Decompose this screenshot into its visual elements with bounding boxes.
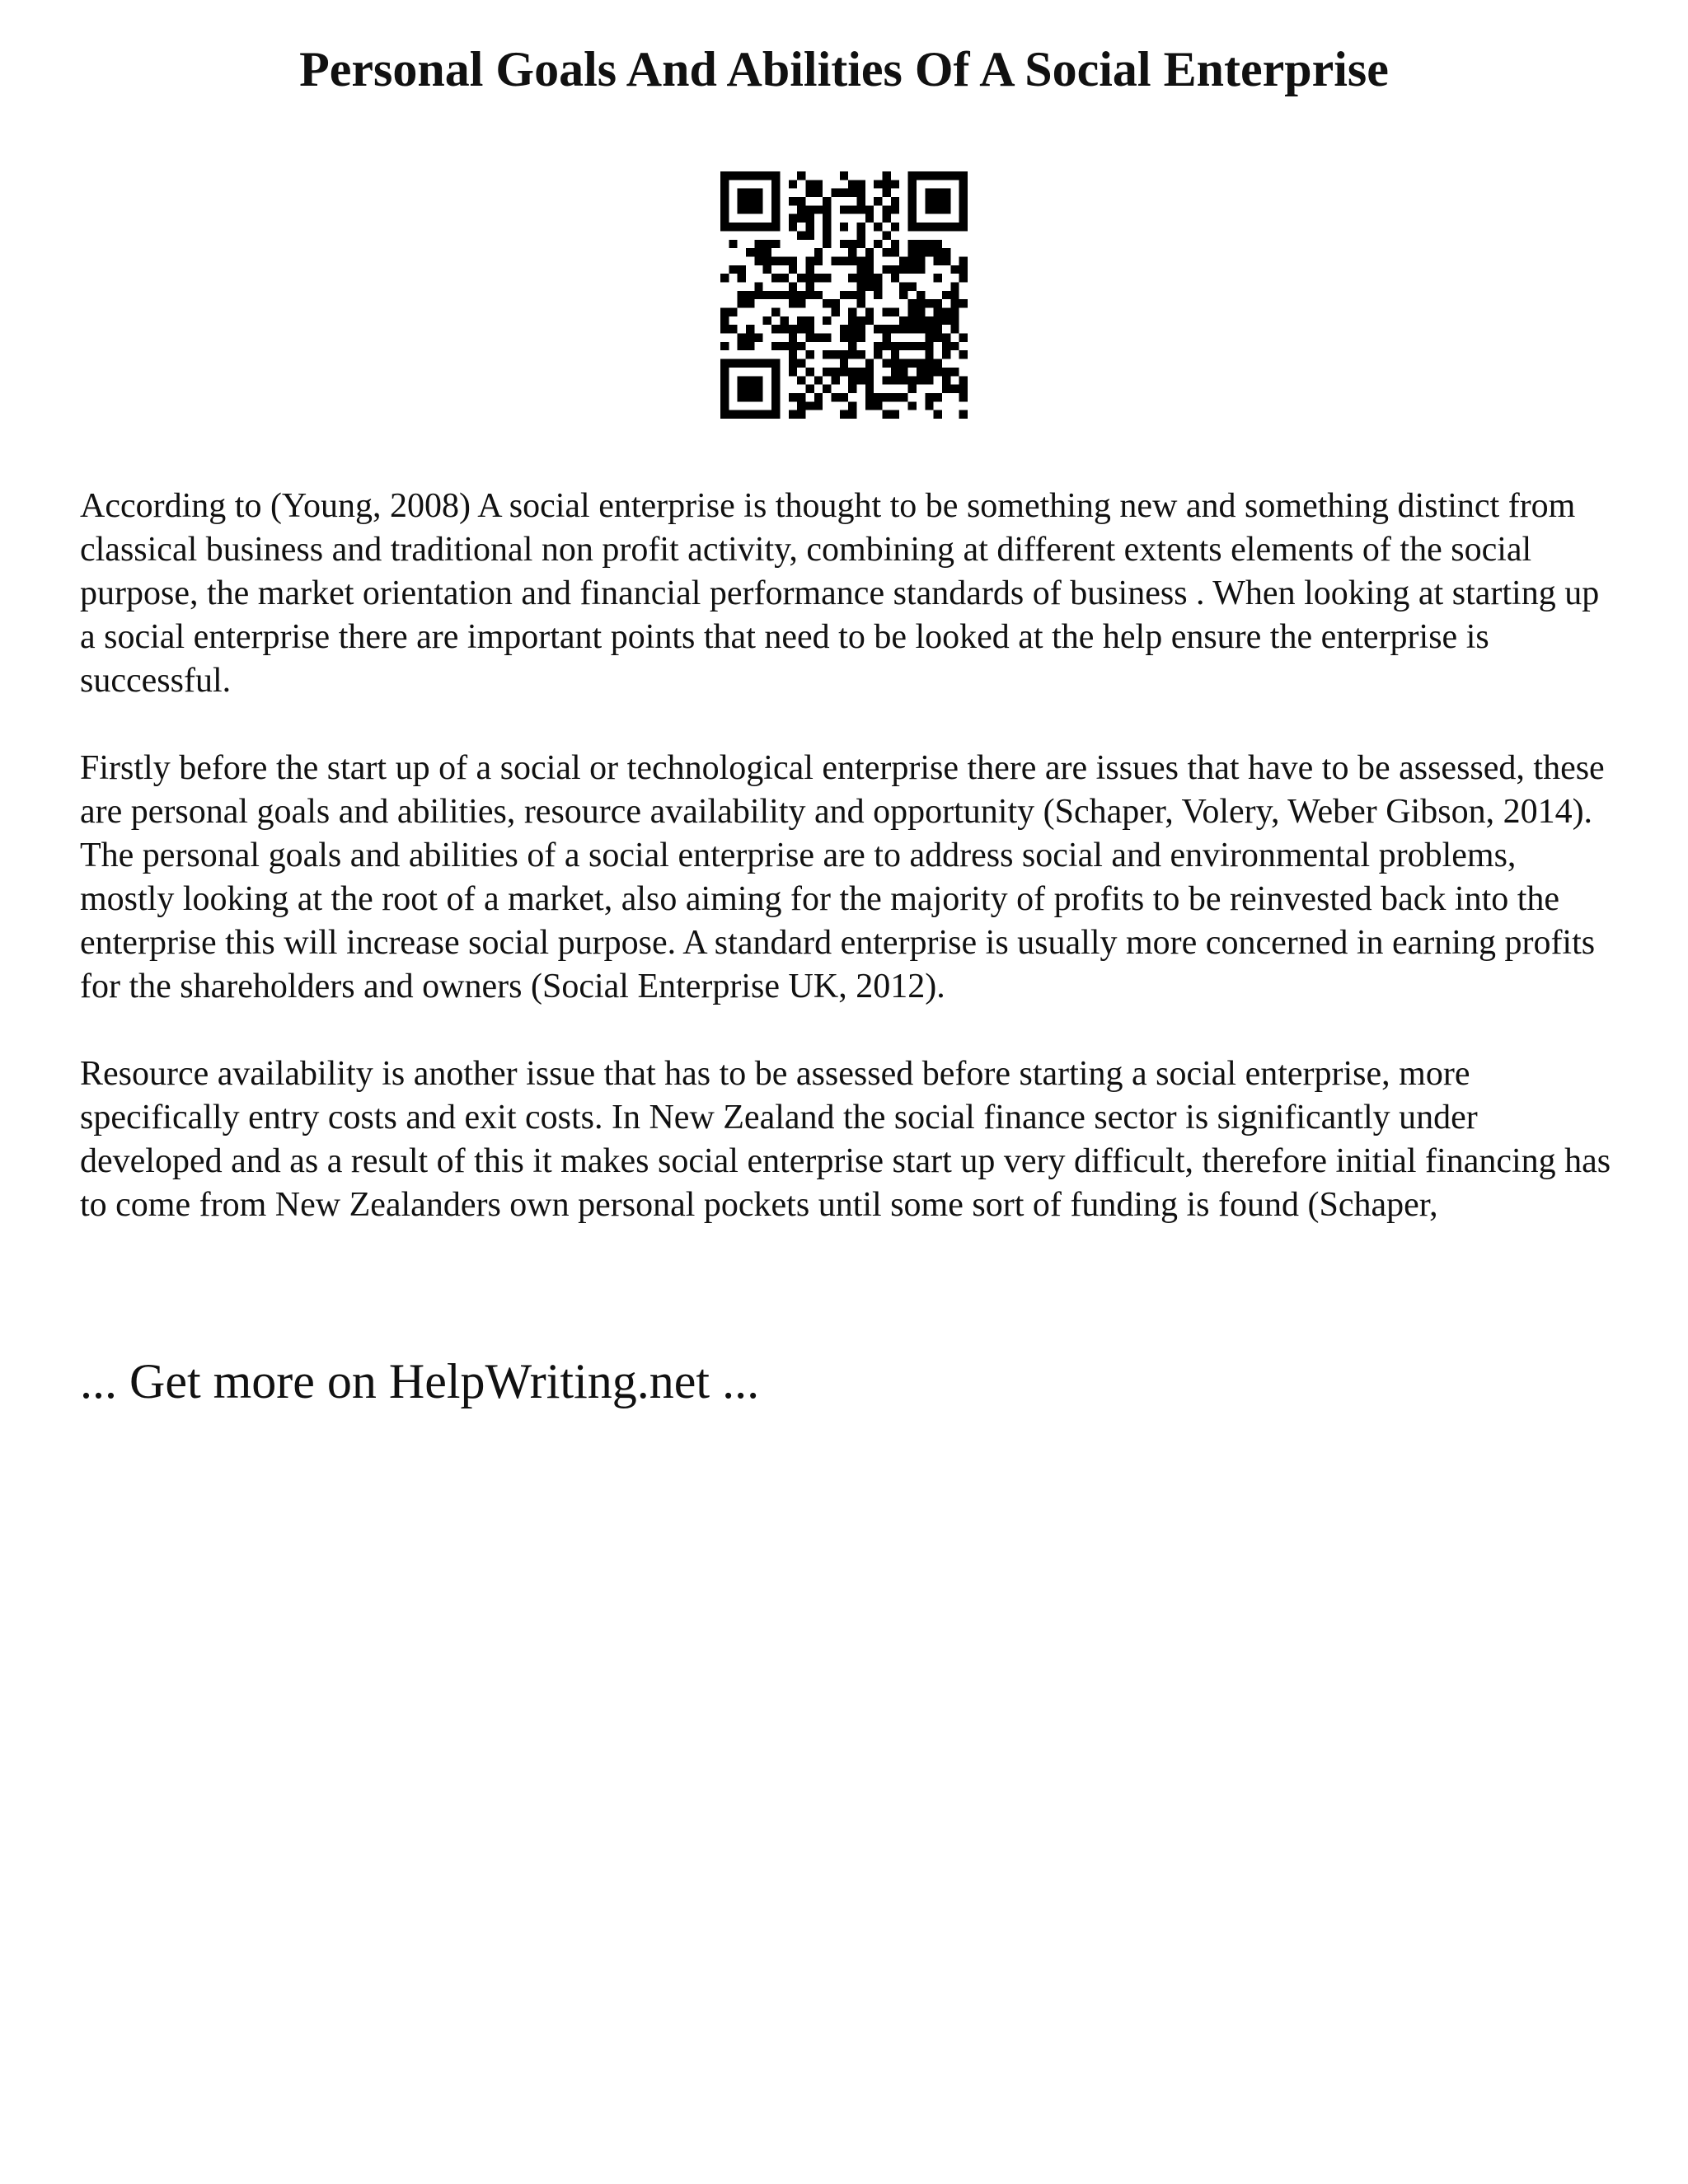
get-more-link[interactable]: ... Get more on HelpWriting.net ...: [80, 1354, 760, 1408]
qr-code-icon: [720, 171, 968, 419]
paragraph-intro: According to (Young, 2008) A social enterprise is thought to be something new and something distinct from classical business and traditional non profit activity, combining at different extents elements of the social purpose, the market orientation and financial performance standards of business . When looking at starting up a social enterprise there are important points that need to be looked at the help ensure the enterprise is successful.: [80, 487, 1600, 700]
document-title: Personal Goals And Abilities Of A Social Enterprise: [299, 42, 1389, 96]
document-body: [80, 485, 1613, 1271]
paragraph-personal-goals: Firstly before the start up of a social or technological enterprise there are issues that have to be assessed, these are personal goals and abilities, resource availability and opportunity (Schaper, Volery, Weber Gibson, 2014). The personal goals and abilities of a social enterprise are to address social and environmental problems, mostly looking at the root of a market, also aiming for the majority of profits to be reinvested back into the enterprise this will increase social purpose. A standard enterprise is usually more concerned in earning profits for the shareholders and owners (Social Enterprise UK, 2012).: [80, 749, 1605, 1005]
paragraph-resource-availability: Resource availability is another issue that has to be assessed before starting a social enterprise, more specifically entry costs and exit costs. In New Zealand the social finance sector is significantly under developed and as a result of this it makes social enterprise start up very difficult, therefore initial financing has to come from New Zealanders own personal pockets until some sort of funding is found (Schaper,: [80, 1055, 1611, 1224]
